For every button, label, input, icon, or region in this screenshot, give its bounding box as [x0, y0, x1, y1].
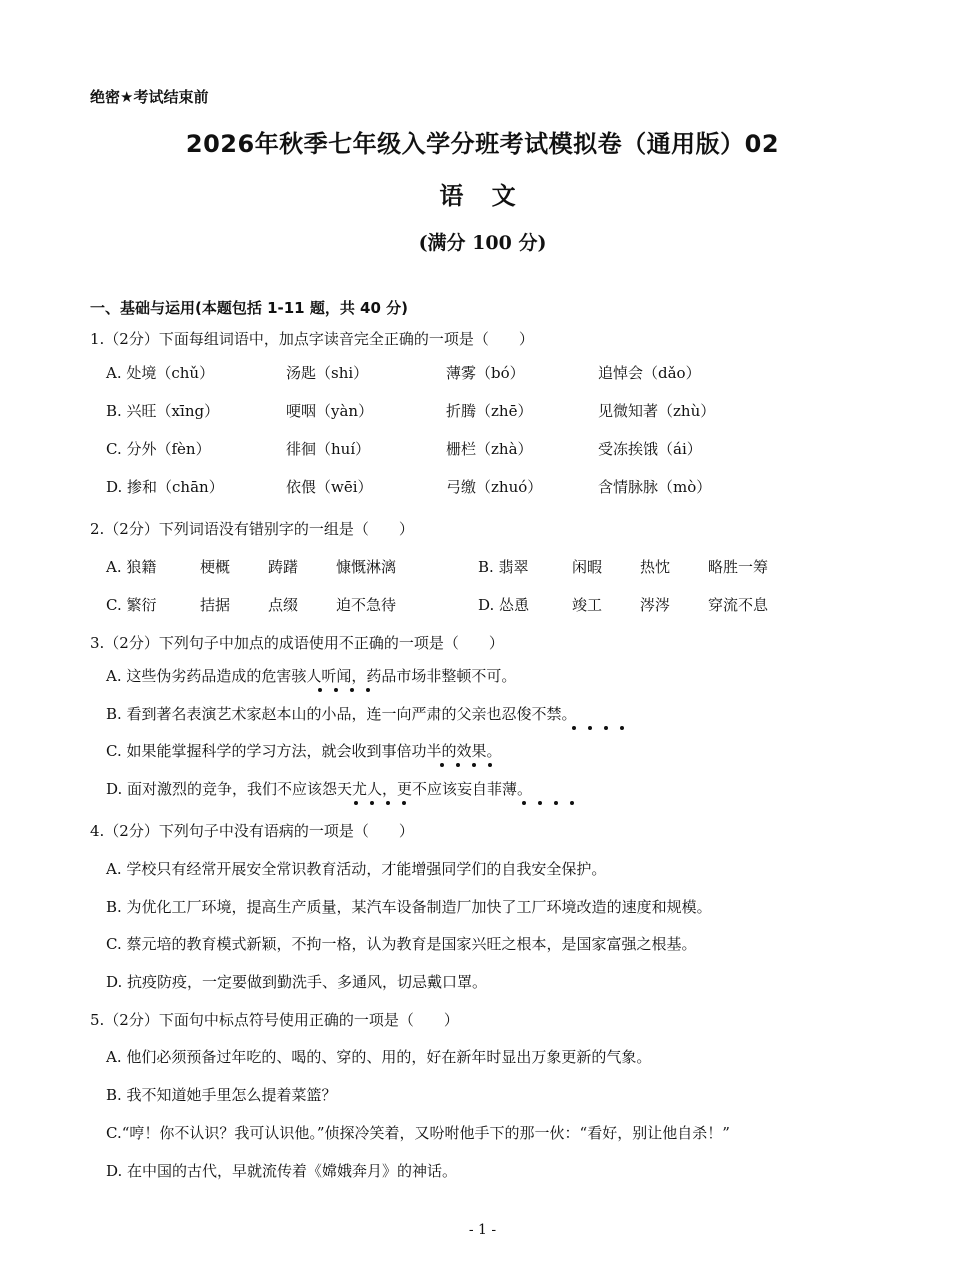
q5-option-b: B. 我不知道她手里怎么提着菜篮？ [106, 1086, 337, 1104]
emphasis-dot [334, 688, 338, 692]
emphasis-dot [350, 688, 354, 692]
emphasis-dot [386, 801, 390, 805]
confidential-label: 绝密★考试结束前 [90, 88, 209, 106]
emphasis-dot [456, 763, 460, 767]
q2-b-4: 略胜一筹 [708, 558, 769, 576]
q1-d-1: D. 掺和（chān） [106, 478, 224, 496]
emphasis-dot [570, 801, 574, 805]
q2-b-2: 闲暇 [572, 558, 603, 576]
emphasis-dot [318, 688, 322, 692]
subject-title: 语 文 [439, 181, 526, 210]
emphasis-dot [554, 801, 558, 805]
q1-d-3: 弓缴（zhuó） [446, 478, 543, 496]
emphasis-dot [440, 763, 444, 767]
q2-b-3: 热忱 [640, 558, 671, 576]
q2-c-4: 迫不急待 [336, 596, 397, 614]
q1-a-4: 追悼会（dǎo） [598, 364, 701, 382]
q2-d-3: 涔涔 [640, 596, 671, 614]
q1-c-4: 受冻挨饿（ái） [598, 440, 702, 458]
page-number: - 1 - [468, 1222, 497, 1238]
q2-a-2: 梗概 [200, 558, 231, 576]
q3-option-a: A. 这些伪劣药品造成的危害骇人听闻，药品市场非整顿不可。 [106, 667, 517, 685]
q5-option-a: A. 他们必须预备过年吃的、喝的、穿的、用的，好在新年时显出万象更新的气象。 [106, 1048, 652, 1066]
q1-d-4: 含情脉脉（mò） [598, 478, 712, 496]
q4-stem: 4.（2分）下列句子中没有语病的一项是（ ） [90, 822, 414, 840]
emphasis-dot [488, 763, 492, 767]
q3-option-c: C. 如果能掌握科学的学习方法，就会收到事倍功半的效果。 [106, 742, 502, 760]
emphasis-dot [402, 801, 406, 805]
q5-stem: 5.（2分）下面句中标点符号使用正确的一项是（ ） [90, 1011, 459, 1029]
q2-c-2: 拮据 [200, 596, 231, 614]
emphasis-dot [538, 801, 542, 805]
emphasis-dot [366, 688, 370, 692]
q3-option-b: B. 看到著名表演艺术家赵本山的小品，连一向严肃的父亲也忍俊不禁。 [106, 705, 577, 723]
q1-b-1: B. 兴旺（xīng） [106, 402, 220, 420]
q1-a-1: A. 处境（chǔ） [106, 364, 215, 382]
q1-stem: 1.（2分）下面每组词语中，加点字读音完全正确的一项是（ ） [90, 330, 534, 348]
q4-option-b: B. 为优化工厂环境，提高生产质量，某汽车设备制造厂加快了工厂环境改造的速度和规模。 [106, 898, 712, 916]
q1-a-2: 汤匙（shi） [286, 364, 369, 382]
q5-option-c: C.“哼！你不认识？我可认识他。”侦探冷笑着，又吩咐他手下的那一伙：“看好，别让他自杀！” [106, 1124, 730, 1142]
q4-option-d: D. 抗疫防疫，一定要做到勤洗手、多通风，切忌戴口罩。 [106, 973, 488, 991]
q2-d-2: 竣工 [572, 596, 603, 614]
emphasis-dot [354, 801, 358, 805]
emphasis-dot [522, 801, 526, 805]
q5-option-d: D. 在中国的古代，早就流传着《嫦娥奔月》的神话。 [106, 1162, 458, 1180]
section-heading: 一、基础与运用(本题包括 1-11 题，共 40 分) [90, 299, 409, 317]
exam-title: 2026年秋季七年级入学分班考试模拟卷（通用版）02 [185, 130, 780, 158]
emphasis-dot [370, 801, 374, 805]
q2-a-1: A. 狼籍 [106, 558, 157, 576]
emphasis-dot [588, 726, 592, 730]
q1-d-2: 依偎（wēi） [286, 478, 373, 496]
q1-c-2: 徘徊（huí） [286, 440, 371, 458]
q2-d-1: D. 怂恿 [478, 596, 530, 614]
emphasis-dot [572, 726, 576, 730]
q2-d-4: 穿流不息 [708, 596, 769, 614]
emphasis-dot [472, 763, 476, 767]
q3-option-d: D. 面对激烈的竞争，我们不应该怨天尤人，更不应该妄自菲薄。 [106, 780, 533, 798]
q2-stem: 2.（2分）下列词语没有错别字的一组是（ ） [90, 520, 414, 538]
q1-a-3: 薄雾（bó） [446, 364, 525, 382]
q2-c-1: C. 繁衍 [106, 596, 157, 614]
emphasis-dot [604, 726, 608, 730]
q1-b-2: 哽咽（yàn） [286, 402, 374, 420]
q1-b-4: 见微知著（zhù） [598, 402, 716, 420]
q2-c-3: 点缀 [268, 596, 299, 614]
q1-b-3: 折腾（zhē） [446, 402, 533, 420]
emphasis-dot [620, 726, 624, 730]
q4-option-a: A. 学校只有经常开展安全常识教育活动，才能增强同学们的自我安全保护。 [106, 860, 607, 878]
q1-c-1: C. 分外（fèn） [106, 440, 211, 458]
full-score: (满分 100 分) [418, 232, 547, 254]
q1-c-3: 栅栏（zhà） [446, 440, 533, 458]
q4-option-c: C. 蔡元培的教育模式新颖，不拘一格，认为教育是国家兴旺之根本，是国家富强之根基。 [106, 935, 697, 953]
q2-a-3: 踌躇 [268, 558, 299, 576]
q2-b-1: B. 翡翠 [478, 558, 529, 576]
q3-stem: 3.（2分）下列句子中加点的成语使用不正确的一项是（ ） [90, 634, 504, 652]
q2-a-4: 慷慨淋漓 [336, 558, 397, 576]
